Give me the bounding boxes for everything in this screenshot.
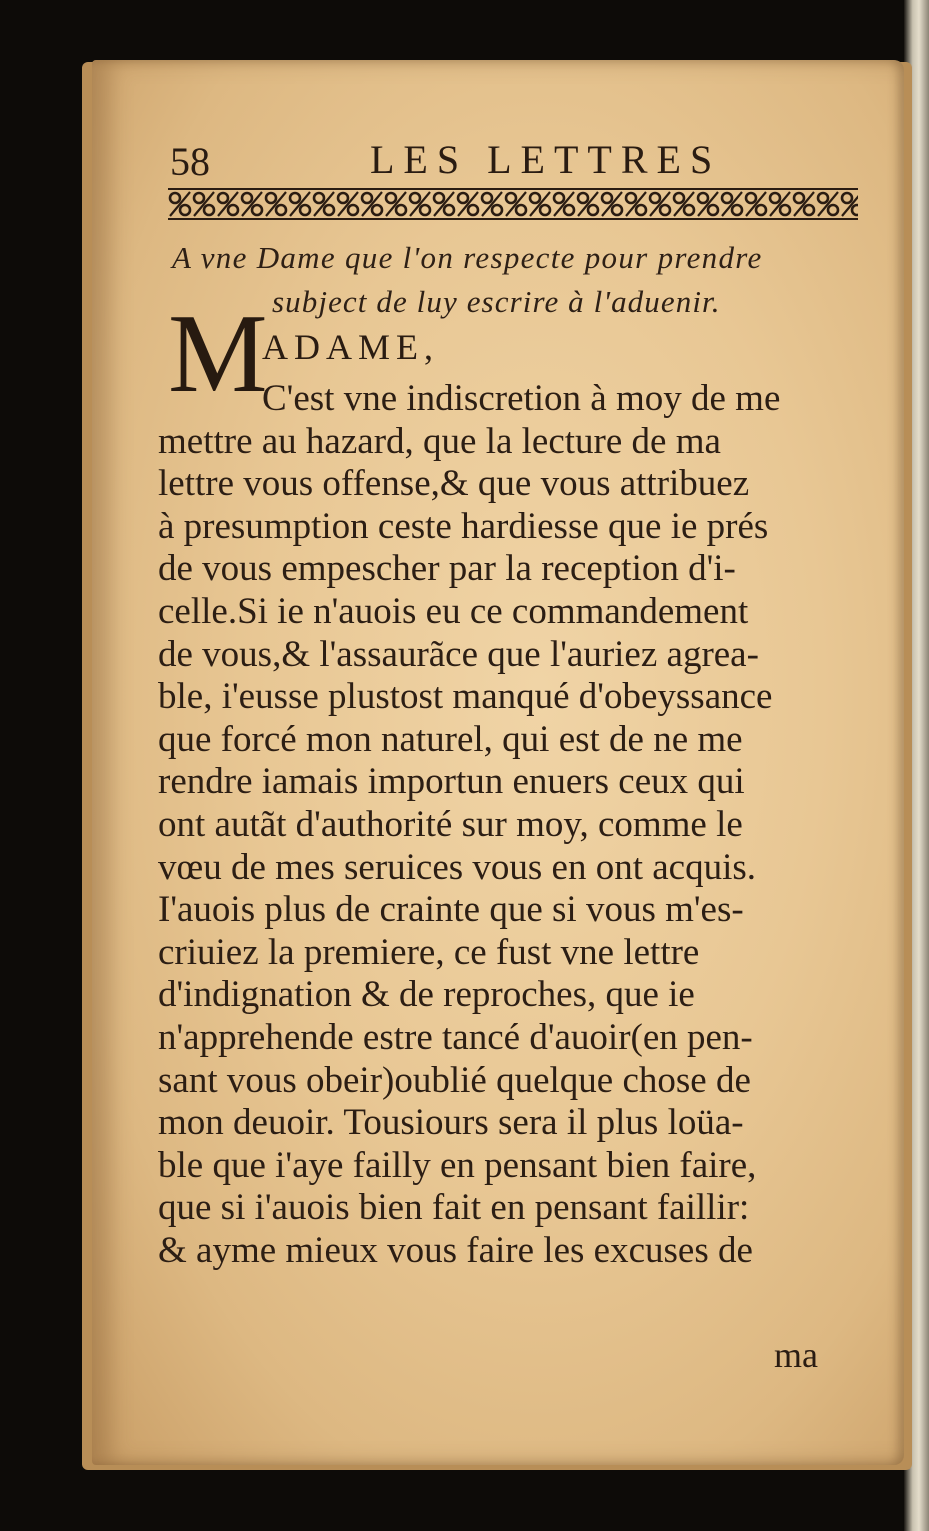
body-line: rendre iamais importun enuers ceux qui bbox=[158, 761, 745, 803]
letter-heading bbox=[172, 236, 872, 324]
body-line: mon deuoir. Tousiours sera il plus loüa- bbox=[158, 1102, 744, 1144]
page-header bbox=[170, 132, 850, 184]
body-line: criuiez la premiere, ce fust vne lettre bbox=[158, 931, 700, 973]
body-line: n'apprehende estre tancé d'auoir(en pen- bbox=[158, 1016, 753, 1058]
body-line: ble, i'eusse plustost manqué d'obeyssance bbox=[158, 676, 773, 718]
body-line: sant vous obeir)oublié quelque chose de bbox=[158, 1059, 751, 1101]
body-line: vœu de mes seruices vous en ont acquis. bbox=[158, 846, 757, 888]
body-line: de vous,& l'assaurãce que l'auriez agrea- bbox=[158, 633, 759, 675]
body-line: ble que i'aye failly en pensant bien faire, bbox=[158, 1144, 757, 1186]
body-text bbox=[158, 378, 858, 1272]
running-head: LES LETTRES bbox=[370, 137, 722, 182]
body-line: à presumption ceste hardiesse que ie prés bbox=[158, 505, 769, 547]
body-line: mettre au hazard, que la lecture de ma bbox=[158, 420, 721, 462]
body-line: d'indignation & de reproches, que ie bbox=[158, 974, 695, 1016]
salutation: ADAME, bbox=[262, 327, 439, 367]
body-line: & ayme mieux vous faire les excuses de bbox=[158, 1229, 753, 1271]
heading-line-1: A vne Dame que l'on respecte pour prendre bbox=[172, 240, 763, 275]
heading-line-2: subject de luy escrire à l'aduenir. bbox=[272, 284, 721, 319]
body-line: ont autãt d'authorité sur moy, comme le bbox=[158, 803, 743, 845]
body-line: lettre vous offense,& que vous attribuez bbox=[158, 463, 750, 505]
body-line: que si i'auois bien fait en pensant faillir: bbox=[158, 1187, 750, 1229]
drop-cap: M bbox=[168, 292, 268, 416]
body-line: que forcé mon naturel, qui est de ne me bbox=[158, 718, 743, 760]
body-line: de vous empescher par la reception d'i- bbox=[158, 548, 736, 590]
body-line: I'auois plus de crainte que si vous m'es- bbox=[158, 889, 744, 931]
catchword: ma bbox=[774, 1335, 818, 1375]
page-number: 58 bbox=[170, 139, 210, 184]
body-line: celle.Si ie n'auois eu ce commandement bbox=[158, 590, 749, 632]
body-line: C'est vne indiscretion à moy de me bbox=[262, 378, 781, 419]
ornamental-band bbox=[168, 186, 858, 222]
